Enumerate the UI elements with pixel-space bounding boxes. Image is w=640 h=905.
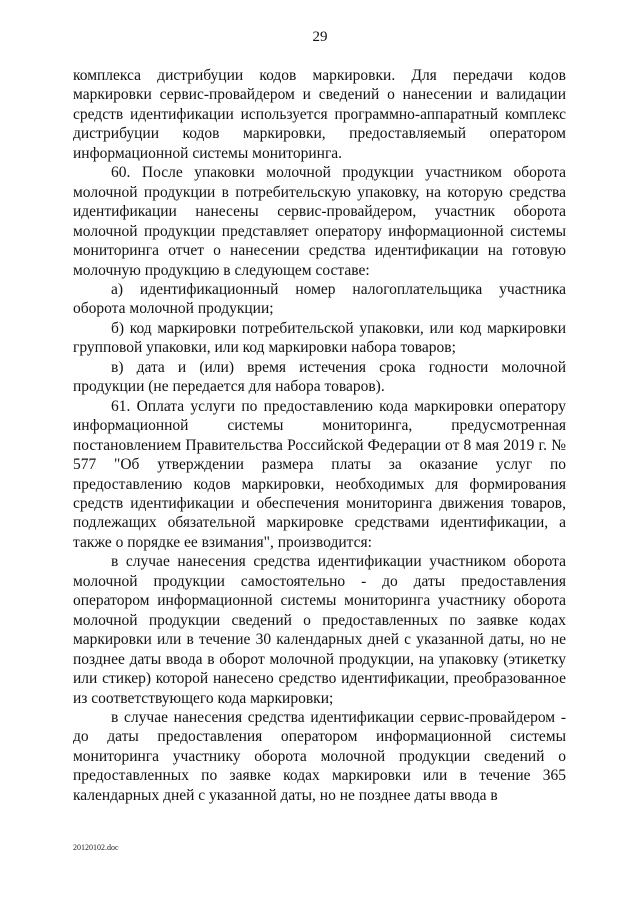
paragraph-case-self: в случае нанесения средства идентификации участником оборота молочной продукции самостоятельно - до даты предоставления оператором информационной системы мониторинга участнику оборота молочной продукции сведений о предоставленных по заявке кодах маркировки или в течение 30 календарных дней с указанной даты, но не позднее даты ввода в оборот молочной продукции, на упаковку (этикетку или стикер) которой нанесено средство идентификации, преобразованное из соответствующего кода маркировки;: [73, 553, 566, 707]
paragraph-case-provider: в случае нанесения средства идентификации сервис-провайдером - до даты предоставления оператором информационной системы мониторинга участнику оборота молочной продукции сведений о предоставленных по заявке кодах маркировки или в течение 365 календарных дней с указанной даты, но не позднее даты ввода в: [73, 708, 566, 804]
paragraph-61: 61. Оплата услуги по предоставлению кода маркировки оператору информационной системы мониторинга, предусмотренная постановлением Правительства Российской Федерации от 8 мая 2019 г. № 577 "Об утверждении размера платы за оказание услуг по предоставлению кодов маркировки, необходимых для формирования средств идентификации и обеспечения мониторинга движения товаров, подлежащих обязательной маркировке средствами идентификации, а также о порядке ее взимания", производится:: [73, 397, 566, 551]
list-item-v: в) дата и (или) время истечения срока годности молочной продукции (не передается для набора товаров).: [73, 358, 566, 396]
paragraph-60: 60. После упаковки молочной продукции участником оборота молочной продукции в потребительскую упаковку, на которую средства идентификации нанесены сервис-провайдером, участник оборота молочной продукции представляет оператору информационной системы мониторинга отчет о нанесении средства идентификации на готовую молочную продукцию в следующем составе:: [73, 164, 566, 279]
paragraph-continuation: комплекса дистрибуции кодов маркировки. Для передачи кодов маркировки сервис-провайдером и сведений о нанесении и валидации средств идентификации используется программно-аппаратный комплекс дистрибуции кодов маркировки, предоставляемый оператором информационной системы мониторинга.: [73, 67, 566, 162]
page-number: 29: [312, 29, 328, 45]
list-item-a: а) идентификационный номер налогоплательщика участника оборота молочной продукции;: [73, 280, 566, 318]
list-item-b: б) код маркировки потребительской упаковки, или код маркировки групповой упаковки, или код маркировки набора товаров;: [73, 319, 566, 357]
document-body: [73, 66, 566, 805]
document-file-code: 20120102.doc: [73, 843, 119, 852]
